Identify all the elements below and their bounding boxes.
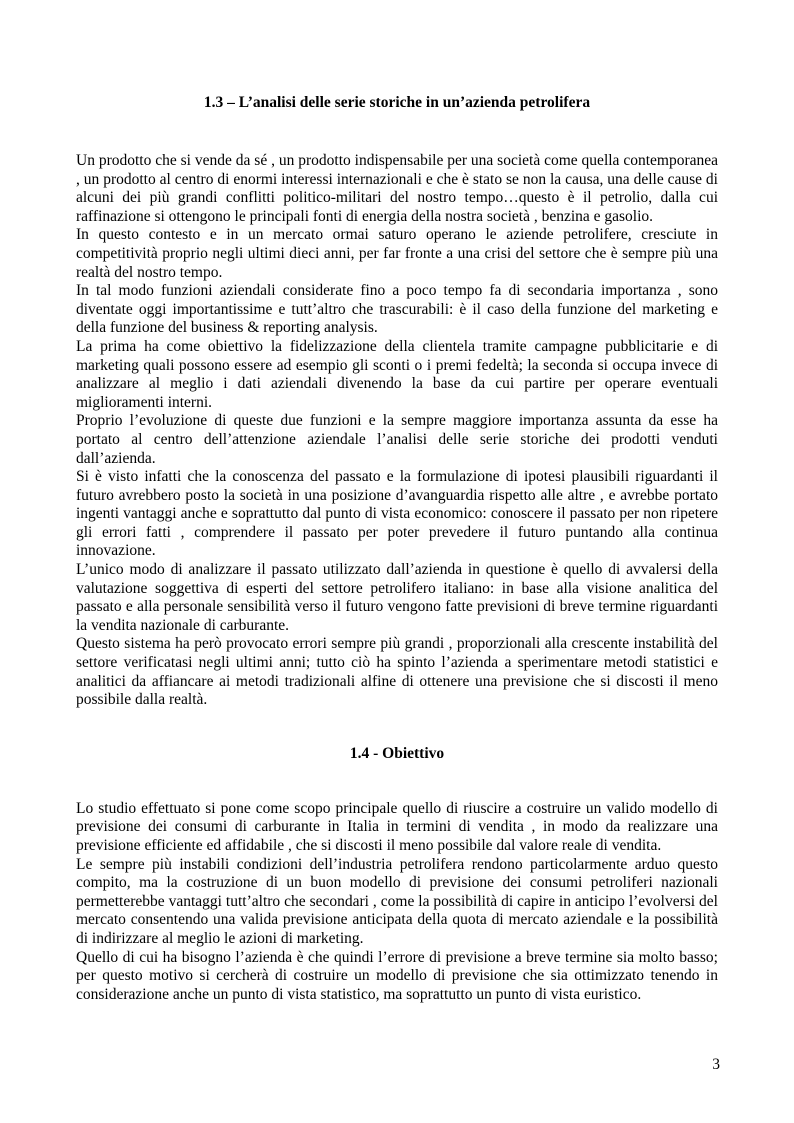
- paragraph: In questo contesto e in un mercato ormai saturo operano le aziende petrolifere, cresciute in competitività proprio negli ultimi dieci anni, per far fronte a una crisi del settore che è sempre più una realtà del nostro tempo.: [76, 226, 718, 281]
- paragraph: Si è visto infatti che la conoscenza del passato e la formulazione di ipotesi plausibili riguardanti il futuro avrebbero posto la società in una posizione d’avanguardia rispetto alle altre , e avrebbe portato ingenti vantaggi anche e soprattutto dal punto di vista economico: conoscere il passato per non ripetere gli errori fatti , comprendere il passato per poter prevedere il futuro puntando alla continua innovazione.: [76, 468, 718, 560]
- document-page: [76, 0, 718, 1004]
- paragraph: La prima ha come obiettivo la fidelizzazione della clientela tramite campagne pubblicitarie e di marketing quali possono essere ad esempio gli sconti o i premi fedeltà; la seconda si occupa invece di analizzare al meglio i dati aziendali divenendo la base da cui partire per operare eventuali miglioramenti interni.: [76, 337, 718, 411]
- page-number: 3: [712, 1056, 720, 1073]
- paragraph: Un prodotto che si vende da sé , un prodotto indispensabile per una società come quella contemporanea , un prodotto al centro di enormi interessi internazionali e che è stato se non la causa, una delle cause di alcuni dei più grandi conflitti politico-militari del nostro tempo…questo è il petrolio, dalla cui raffinazione si ottengono le principali fonti di energia della nostra società , benzina e gasolio.: [76, 152, 718, 225]
- paragraph: L’unico modo di analizzare il passato utilizzato dall’azienda in questione è quello di avvalersi della valutazione soggettiva di esperti del settore petrolifero italiano: in base alla visione analitica del passato e alla personale sensibilità verso il futuro vengono fatte previsioni di breve termine riguardanti la vendita nazionale di carburante.: [76, 561, 718, 634]
- section-1-3-body: [76, 152, 718, 710]
- section-heading-1-3: 1.3 – L’analisi delle serie storiche in un’azienda petrolifera: [203, 94, 591, 111]
- paragraph: Lo studio effettuato si pone come scopo principale quello di riuscire a costruire un valido modello di previsione dei consumi di carburante in Italia in termini di vendita , in modo da realizzare una previsione efficiente ed affidabile , che si discosti il meno possibile dal valore reale di vendita.: [76, 799, 718, 854]
- section-heading-1-4: 1.4 - Obiettivo: [349, 744, 445, 762]
- paragraph: Le sempre più instabili condizioni dell’industria petrolifera rendono particolarmente arduo questo compito, ma la costruzione di un buon modello di previsione dei consumi petroliferi nazionali permetterebbe vantaggi tutt’altro che secondari , come la possibilità di capire in anticipo l’evolversi del mercato consentendo una valida previsione anticipata della quota di mercato aziendale e la possibilità di indirizzare al meglio le azioni di marketing.: [76, 855, 718, 947]
- section-1-4-body: [76, 800, 718, 1005]
- paragraph: Quello di cui ha bisogno l’azienda è che quindi l’errore di previsione a breve termine sia molto basso; per questo motivo si cercherà di costruire un modello di previsione che sia ottimizzato tenendo in considerazione anche un punto di vista statistico, ma soprattutto un punto di vista euristico.: [76, 948, 718, 1003]
- paragraph: In tal modo funzioni aziendali considerate fino a poco tempo fa di secondaria importanza , sono diventate oggi importantissime e tutt’altro che trascurabili: è il caso della funzione del marketing e della funzione del business & reporting analysis.: [76, 282, 718, 337]
- paragraph: Questo sistema ha però provocato errori sempre più grandi , proporzionali alla crescente instabilità del settore verificatasi negli ultimi anni; tutto ciò ha spinto l’azienda a sperimentare metodi statistici e analitici da affiancare ai metodi tradizionali alfine di ottenere una previsione che si discosti il meno possibile dalla realtà.: [76, 635, 718, 709]
- paragraph: Proprio l’evoluzione di queste due funzioni e la sempre maggiore importanza assunta da esse ha portato al centro dell’attenzione aziendale l’analisi delle serie storiche dei prodotti venduti dall’azienda.: [76, 412, 718, 467]
